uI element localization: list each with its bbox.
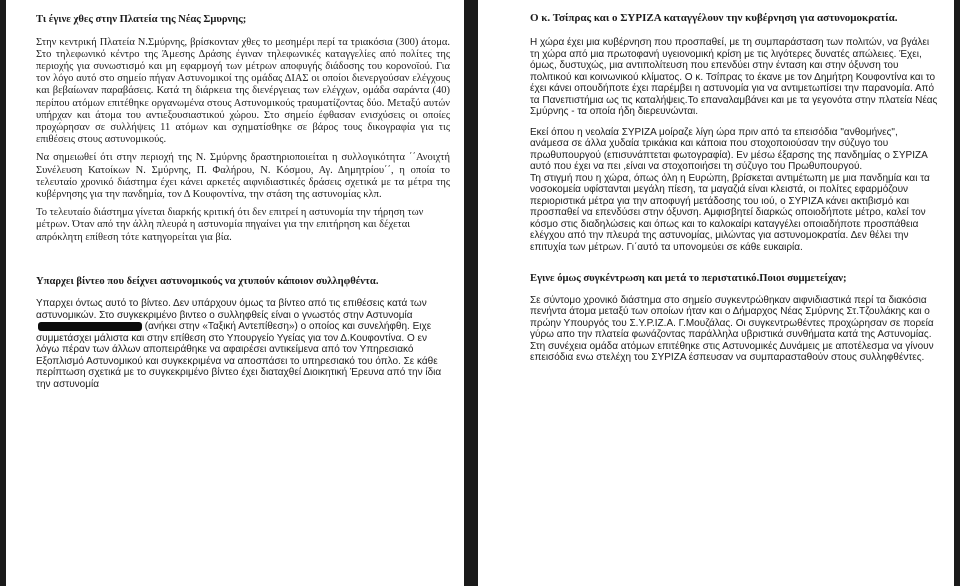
paragraph: Τη στιγμή που η χώρα, όπως όλη η Ευρώπη, βρίσκεται αντιμέτωπη με μια πανδημία και τα νοσοκομεία υφίστανται μεγάλη πίεση, τα μαγαζιά είναι κλειστά, οι πολίτες εφαρμόζουν περιοριστικά μέτρα για την αποφυγή μετάδοσης του ιού, ο ΣΥΡΙΖΑ κάνει ακτιβισμό και προσπαθεί να επενδύσει στην όξυνση. Αμφισβητεί διαρκώς οποιοδήποτε μέτρο, καλεί τον κόσμο στις διαδηλώσεις και όπως και το καλοκαίρι καταγγέλει οποιαδήποτε προσπάθεια ελέγχου από την πλευρά της αστυνομίας, μιλώντας για αστυνομοκρατία. Δεν θέλει την επιτυχία των μέτρων. Γι΄αυτό τα υπονομεύει σε κάθε ευκαιρία. [530,172,930,253]
paragraph: Το τελευταίο διάστημα γίνεται διαρκής κριτική ότι δεν επιτρεί η αστυνομία την τήρηση των μέτρων. Όταν από την άλλη πλευρά η αστυνομία πηγαίνει για την επιτήρηση και δέχεται απρόκλητη επίθεση τότε κατηγορείται για βία. [36,207,424,243]
section-heading: Τι έγινε χθες στην Πλατεία της Νέας Σμυρνης; [36,14,247,25]
paragraph: Η χώρα έχει μια κυβέρνηση που προσπαθεί, με τη συμπαράσταση των πολιτών, να βγάλει τη χώρα από μια πρωτοφανή υγειονομική κρίση με τις λιγότερες δυνατές απώλειες. Έχει, όμως, δυστυχώς, μια αντιπολίτευση που επενδύει στην ένταση και στην όξυνση του πολιτικού και κοινωνικού κλίματος. Ο κ. Τσίπρας το έκανε με τον Δημήτρη Κουφοντίνα και το έχει κάνει οπουδήποτε έχει παρέμβει η αστυνομία για να αντιμετωπίσει την παρανομία. Από τα Πανεπιστήμια ως τις καταλήψεις.Το επαναλαμβάνει και με τα γεγονότα στην πλατεία Νέας Σμύρνης - τα οποία ήδη διερευνώνται. [530,37,938,117]
section-heading: Υπαρχει βίντεο που δείχνει αστυνομικούς να χτυπούν κάποιον συλληφθέντα. [36,275,379,287]
paragraph: Να σημειωθεί ότι στην περιοχή της Ν. Σμύρνης δραστηριοποιείται η συλλογικότητα ΄΄Ανοιχτή Συνέλευση Κατοίκων Ν. Σμύρνης, Π. Φαλήρου, Ν. Κόσμου, Αγ. Δημητρίου΄΄, η οποία το τελευταίο χρονικό διάστημα έχει κάνει αρκετές αιφνιδιαστικές δράσεις σχετικά με τα μέτρα της κυβέρνησης για την πανδημία, τον Δ Κουφοντίνα, την στάση της αστυνομίας κλπ. [36,152,450,200]
paragraph: Εκεί όπου η νεολαία ΣΥΡΙΖΑ μοίραζε λίγη ώρα πριν από τα επεισόδια "ανθομήνες", ανάμεσα σε άλλα χυδαία τρικάκια και κάποια που στοχοποιούσαν την σύζυγο του πρωθυπουργού (επισυνάπτεται φωτογραφία). Εν μέσω έξαρσης της πανδημίας ο ΣΥΡΙΖΑ αυτό που έχει να πει ,είναι να στοχοποιήσει τη σύζυγο του Πρωθυπουργού. [530,126,928,172]
section-heading: Ο κ. Τσίπρας και ο ΣΥΡΙΖΑ καταγγέλουν την κυβέρνηση για αστυνομοκρατία. [530,12,898,24]
paragraph: Στην κεντρική Πλατεία Ν.Σμύρνης, βρίσκονταν χθες το μεσημέρι περί τα τριακόσια (300) άτομα. Στο τηλεφωνικό κέντρο της Άμεσης Δράσης έγιναν τηλεφωνικές καταγγελίες από πολίτες της περιοχής για συνωστισμό και μη εφαρμογή των μέτρων αποφυγής διάδοσης του κορονοϊού. Για τον λόγο αυτό στο σημείο πήγαν Αστυνομικοί της ομάδας ΔΙΑΣ οι οποίοι διενεργούσαν ελέγχους και βεβαίωναν παραβάσεις. Κατά τη διάρκεια της διενέργειας των ελέγχων, ομάδα σαράντα (40) περίπου ατόμων επιτέθηκε οργανωμένα στους Αστυνομικούς τραυματίζοντας δύο. Μεταξύ αυτών υπήρχαν και άτομα του αντιεξουσιαστικού χώρου. Στο σημείο έφθασαν ενισχύσεις οι οποίες προχώρησαν σε συλλήψεις 11 ατόμων και σχηματίσθηκε σε βάρος τους δικογραφία για τις επιθέσεις στους αστυνομικούς. [36,36,450,146]
paragraph-text: Υπαρχει όντως αυτό το βίντεο. Δεν υπάρχουν όμως τα βίντεο από τις επιθέσεις κατά των αστυνομικών. Στο συγκεκριμένο βιντεο ο συλληφθείς είναι ο γνωστός στην Αστυνομία [36,298,427,321]
paragraph [36,298,450,390]
paragraph: Σε σύντομο χρονικό διάστημα στο σημείο συγκεντρώθηκαν αιφνιδιαστικά περί τα διακόσια πενήντα άτομα μεταξύ των οποίων ήταν και ο Δήμαρχος Νέας Σμύρνης Στ.Τζουλάκης και ο πρώην Υπουργός του Σ.Υ.Ρ.ΙΖ.Α. Γ.Μουζάλας. Οι συγκεντρωθέντες προχώρησαν σε πορεία γύρω απο την πλατεία φωνάζοντας παράλληλα υβριστικά συνθήματα κατά της Αστυνομίας. Στη συνέχεια ομάδα ατόμων επιτέθηκε στις Αστυνομικές Δυνάμεις με αποτέλεσμα να γίνουν επεισόδια ενω στελέχη του ΣΥΡΙΖΑ έσπευσαν να συμπαρασταθούν στους συλληφθέντες. [530,294,934,363]
document-page-left [6,0,464,586]
section-heading: Εγινε όμως συγκέντρωση και μετά το περιστατικό.Ποιοι συμμετείχαν; [530,273,847,284]
redaction-bar [38,322,142,331]
paragraph-text: (ανήκει στην «Ταξική Αντεπίθεση») ο οποίος και συνελήφθη. Ειχε συμμετάσχει μάλιστα και στην επίθεση στο Υπουργείο Υγείας για τον Δ.Κουφοντίνα. Ο εν λόγω πέραν των άλλων αποπειράθηκε να αφαιρέσει αντικείμενα από τον Υπηρεσιακό Εξοπλισμό Αστυνομικού και συγκεκριμένα να αποσπάσει το υπηρεσιακό του όπλο. Σε κάθε περίπτωση σχετικά με το συγκεκριμένο βίντεο έχει διαταχθεί Διοικητική Έρευνα από την ίδια την αστυνομία [36,321,442,390]
document-page-right [478,0,954,586]
